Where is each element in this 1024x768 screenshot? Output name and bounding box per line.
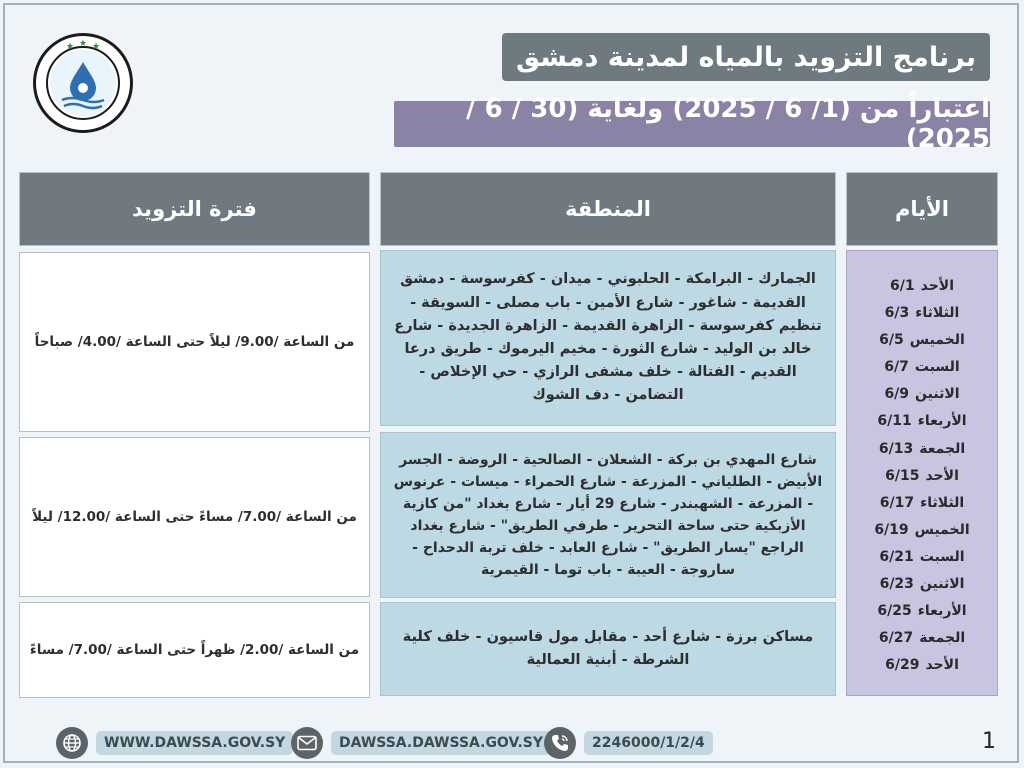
day-item [847,463,997,490]
period-cell-2 [19,437,370,597]
day-item [847,354,997,381]
phone-number[interactable]: 2246000/1/2/4 [584,731,713,755]
day-name: الأحد [920,278,955,294]
email-icon [291,727,323,759]
date-range-subtitle: اعتباراً من (1/ 6 / 2025) ولغاية (30 / 6 / 2025) [394,101,990,147]
day-name: الجمعة [919,440,966,457]
day-date: 6/13 [878,440,914,457]
day-item [847,490,997,517]
day-item [847,571,997,598]
day-date: 6/15 [885,467,920,484]
footer-email[interactable] [291,726,551,760]
day-item [847,381,997,408]
zone-text: مساكن برزة - شارع أحد - مقابل مول قاسيون - خلف كلية الشرطة - أبنية العمالية [402,628,814,668]
day-item [847,327,997,354]
day-name: الاثنين [915,386,960,403]
day-item [847,544,997,571]
days-column-header: الأيام [846,172,998,246]
day-name: السبت [919,548,965,565]
day-date: 6/17 [879,494,915,511]
zone-cell-3 [380,602,836,696]
logo-stars [36,36,130,130]
day-name: الثلاثاء [920,494,965,511]
day-date: 6/9 [884,386,910,403]
day-date: 6/1 [890,278,915,294]
day-item [847,436,997,463]
day-name: الأربعاء [917,413,967,430]
zone-text: الجمارك - البرامكة - الحلبوني - ميدان - كفرسوسة - دمشق القديمة - شاغور - شارع الأمين - باب مصلى - السويقة - تنظيم كفرسوسة - الزاهرة القديمة - الزاهرة الجديدة - شارع خالد بن الوليد - شارع الثورة - مخيم اليرموك - طريق درعا القديم - الفتالة - خلف مشفى الرازي - حي الإخلاص - التضامن - دف الشوك [394,271,822,404]
page-title: برنامج التزويد بالمياه لمدينة دمشق [502,33,990,81]
day-date: 6/19 [874,521,909,538]
svg-text:★: ★ [92,42,101,52]
day-name: الثلاثاء [915,305,960,322]
svg-text:★: ★ [66,42,75,52]
period-text: من الساعة /9.00/ ليلاً حتى الساعة /4.00/ صباحاً [34,334,355,350]
page-number: 1 [982,729,996,754]
svg-text:★: ★ [79,39,88,49]
phone-icon [544,727,576,759]
day-name: الجمعة [919,630,966,647]
day-item [847,273,997,300]
email-link[interactable]: DAWSSA.DAWSSA.GOV.SY [331,731,551,755]
day-name: الخميس [909,332,965,349]
day-date: 6/27 [878,630,914,647]
day-date: 6/11 [877,413,912,430]
period-cell-1 [19,252,370,432]
day-name: الاثنين [919,576,965,593]
day-name: السبت [914,359,960,376]
day-date: 6/29 [885,657,920,674]
day-date: 6/5 [879,332,904,349]
organization-logo [33,33,133,133]
day-item [847,300,997,327]
day-item [847,652,997,679]
zone-cell-2 [380,432,836,598]
period-column-header: فترة التزويد [19,172,370,246]
day-name: الخميس [914,521,970,538]
day-name: الأحد [925,467,959,484]
day-item [847,598,997,625]
period-cell-3 [19,602,370,698]
day-date: 6/25 [877,603,912,620]
days-list [846,250,998,696]
footer-phone[interactable] [544,726,713,760]
globe-icon [56,727,88,759]
day-item [847,517,997,544]
zone-text: شارع المهدي بن بركة - الشعلان - الصالحية - الروضة - الجسر الأبيض - الطلياني - المزرعة - شارع الحمراء - ميسات - عرنوس - المزرعة - الشهبندر - شارع 29 أيار - شارع بغداد "من كازية الأزبكية حتى ساحة التحرير - طرفي الطريق" - شارع بغداد الراجع "يسار الطريق" - شارع العابد - خلف تربة الدحداح - ساروجة - العيبة - باب توما - القيمرية [393,452,823,578]
day-name: الأحد [925,657,959,674]
website-link[interactable]: WWW.DAWSSA.GOV.SY [96,731,293,755]
day-name: الأربعاء [917,603,967,620]
day-date: 6/7 [884,359,909,376]
day-item [847,408,997,435]
zone-cell-1 [380,250,836,426]
period-text: من الساعة /2.00/ ظهراً حتى الساعة /7.00/ مساءً [29,642,360,658]
day-date: 6/23 [879,576,914,593]
zone-column-header: المنطقة [380,172,836,246]
footer-website[interactable] [56,726,293,760]
day-item [847,625,997,652]
period-text: من الساعة /7.00/ مساءً حتى الساعة /12.00/ ليلاً [32,509,357,525]
day-date: 6/3 [884,305,910,322]
day-date: 6/21 [879,548,914,565]
